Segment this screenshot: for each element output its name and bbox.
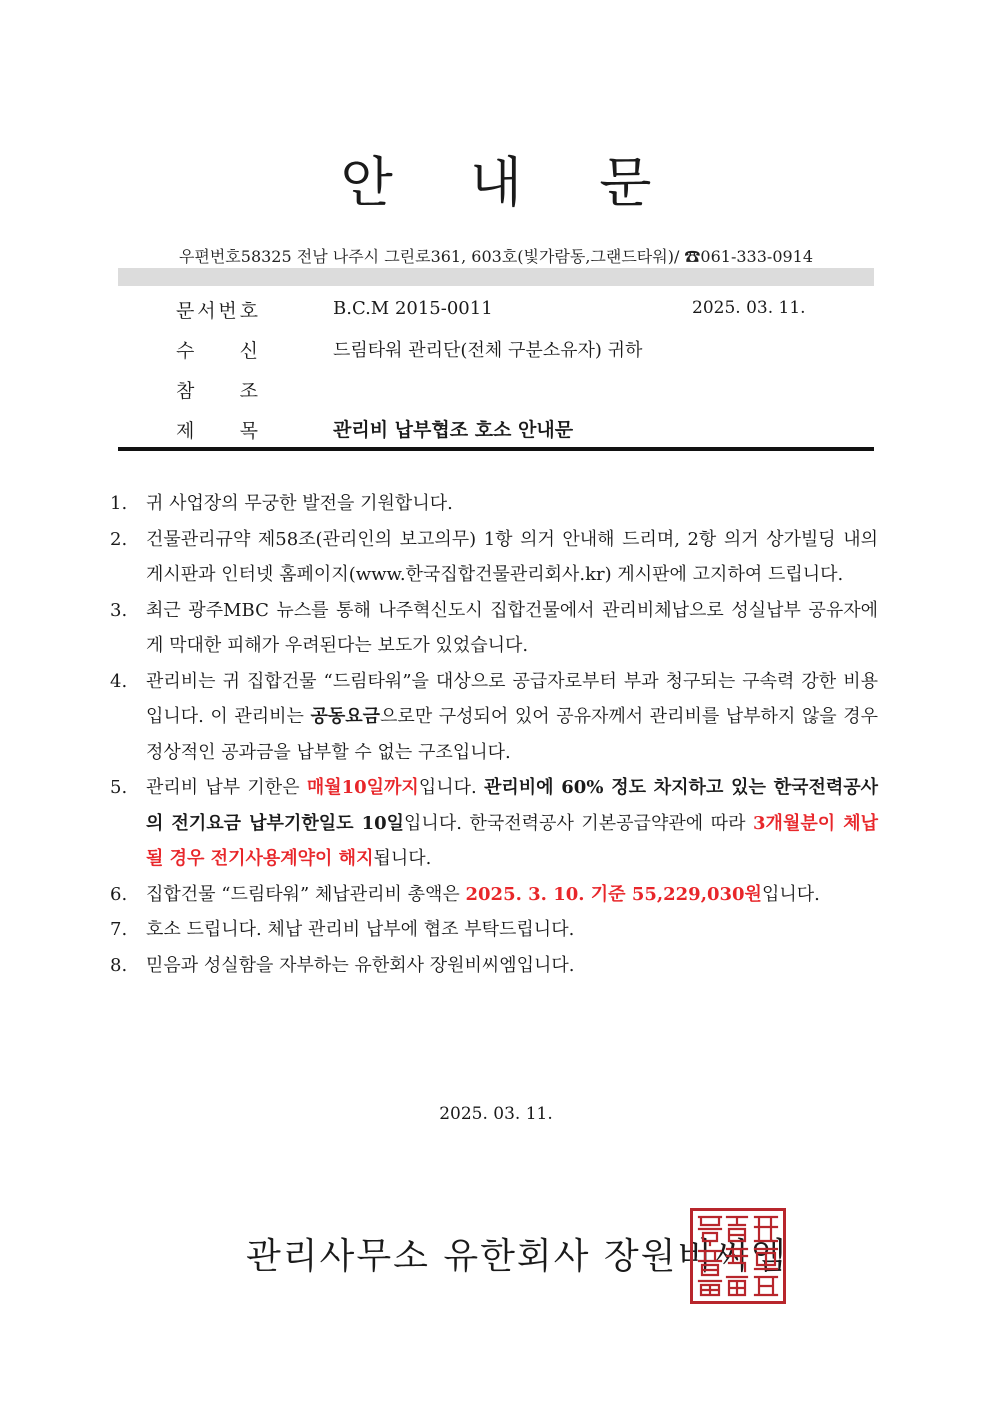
reference-label: 참 조 [176, 380, 258, 402]
signature-line: 관리사무소 유한회사 장원비씨엠 [246, 1236, 788, 1277]
header-rule [118, 447, 874, 451]
highlight-total-arrears: 2025. 3. 10. 기준 55,229,030원 [465, 883, 762, 905]
highlight-deadline: 매월10일까지 [306, 777, 419, 798]
list-item: 5. 관리비 납부 기한은 매월10일까지입니다. 관리비에 60% 정도 차지하고 있는 한국전력공사의 전기요금 납부기한일도 10일입니다. 한국전력공사 기본공급약관에 따라 3개월분이 체납될 경우 전기사용계약이 해지됩니다. [110, 777, 878, 869]
notice-body [110, 486, 878, 983]
doc-number-value: B.C.M 2015-0011 [333, 298, 493, 319]
document-title: 안 내 문 [340, 151, 682, 214]
highlight-common-fee: 공동요금 [310, 706, 381, 727]
list-item: 2. 건물관리규약 제58조(관리인의 보고의무) 1항 의거 안내해 드리며, 2항 의거 상가빌딩 내의 게시판과 인터넷 홈페이지(www.한국집합건물관리회사.kr) 게시판에 고지하여 드립니다. [110, 528, 878, 585]
subject-label: 제 목 [176, 420, 258, 442]
doc-date: 2025. 03. 11. [692, 298, 806, 318]
list-item: 7. 호소 드립니다. 체납 관리비 납부에 협조 부탁드립니다. [110, 919, 575, 940]
highlight-kepco: 관리비에 60% 정도 차지하고 있는 한국전력공사의 전기요금 납부기한일도 10일 [146, 777, 878, 834]
seal-glyphs [693, 1211, 783, 1301]
address-line: 우편번호58325 전남 나주시 그린로361, 603호(빛가람동,그랜드타워)/ ☎061-333-0914 [178, 247, 814, 266]
footer-date: 2025. 03. 11. [439, 1104, 553, 1124]
header-divider [118, 268, 874, 286]
list-item: 4. 관리비는 귀 집합건물 “드림타워”을 대상으로 공급자로부터 부과 청구되는 구속력 강한 비용입니다. 이 관리비는 공동요금으로만 구성되어 있어 공유자께서 관리비를 납부하지 않을 경우 정상적인 공과금을 납부할 수 없는 구조입니다. [110, 670, 878, 763]
doc-number-label: 문 서 번 호 [176, 300, 258, 322]
list-item: 6. 집합건물 “드림타워” 체납관리비 총액은 2025. 3. 10. 기준 55,229,030원입니다. [110, 883, 820, 905]
list-item: 1. 귀 사업장의 무궁한 발전을 기원합니다. [110, 493, 453, 514]
highlight-termination: 3개월분이 체납될 경우 전기사용계약이 해지 [146, 812, 878, 869]
recipient-value: 드림타워 관리단(전체 구분소유자) 귀하 [333, 340, 643, 361]
list-item: 8. 믿음과 성실함을 자부하는 유한회사 장원비씨엠입니다. [110, 954, 575, 976]
company-seal-icon [690, 1208, 786, 1304]
recipient-label: 수 신 [176, 340, 258, 362]
subject-value: 관리비 납부협조 호소 안내문 [333, 419, 574, 441]
list-item: 3. 최근 광주MBC 뉴스를 통해 나주혁신도시 집합건물에서 관리비체납으로 성실납부 공유자에게 막대한 피해가 우려된다는 보도가 있었습니다. [110, 599, 878, 656]
